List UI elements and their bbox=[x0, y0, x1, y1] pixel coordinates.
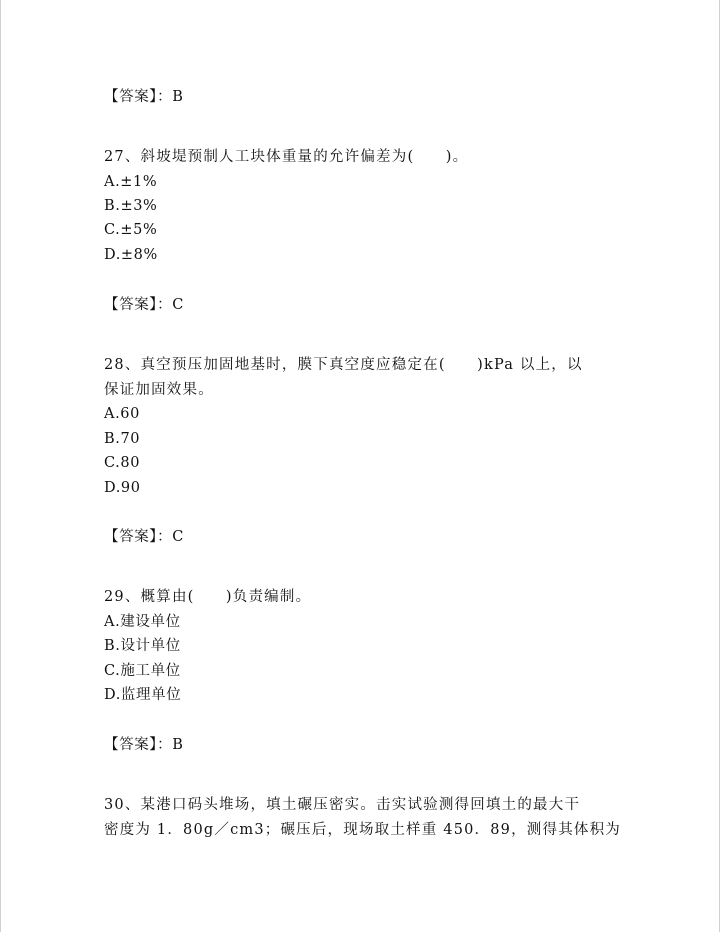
answer-26: 【答案】：B bbox=[104, 89, 184, 105]
question-29-option-c: C.施工单位 bbox=[104, 663, 181, 679]
answer-28: 【答案】：C bbox=[104, 529, 184, 545]
question-27-stem: 27、斜坡堤预制人工块体重量的允许偏差为( )。 bbox=[104, 149, 469, 165]
question-28-stem-line2: 保证加固效果。 bbox=[104, 382, 214, 398]
question-29-stem: 29、概算由( )负责编制。 bbox=[104, 589, 312, 605]
question-28-stem-line1: 28、真空预压加固地基时，膜下真空度应稳定在( )kPa 以上，以 bbox=[104, 357, 583, 373]
answer-27: 【答案】：C bbox=[104, 297, 184, 313]
question-29-option-a: A.建设单位 bbox=[104, 614, 181, 630]
question-28-option-b: B.70 bbox=[104, 431, 141, 447]
question-27-option-a: A.±1% bbox=[104, 174, 158, 190]
page-border-left bbox=[0, 0, 1, 932]
question-28-option-d: D.90 bbox=[104, 480, 141, 496]
question-28-option-a: A.60 bbox=[104, 406, 140, 422]
question-28-option-c: C.80 bbox=[104, 455, 141, 471]
question-29-option-d: D.监理单位 bbox=[104, 687, 182, 703]
question-30-stem-line2: 密度为 1．80g／cm3；碾压后，现场取土样重 450．89，测得其体积为 bbox=[104, 822, 621, 838]
question-29-option-b: B.设计单位 bbox=[104, 638, 181, 654]
question-30-stem-line1: 30、某港口码头堆场，填土碾压密实。击实试验测得回填土的最大干 bbox=[104, 797, 581, 813]
question-27-option-b: B.±3% bbox=[104, 198, 158, 214]
question-27-option-d: D.±8% bbox=[104, 247, 158, 263]
answer-29: 【答案】：B bbox=[104, 737, 184, 753]
question-27-option-c: C.±5% bbox=[104, 222, 158, 238]
